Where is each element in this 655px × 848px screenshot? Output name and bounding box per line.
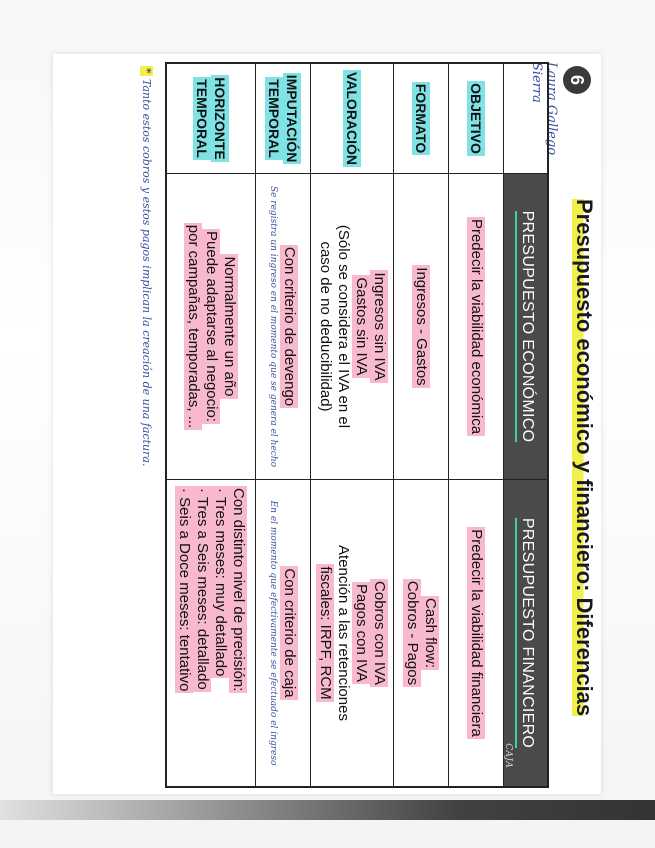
row-label-valoracion: VALORACIÓN: [310, 64, 393, 174]
cell-formato-economico: Ingresos - Gastos: [393, 174, 448, 480]
comparison-table: [165, 62, 549, 788]
cell-objetivo-economico: Predecir la viabilidad económica: [448, 174, 503, 480]
cell-valoracion-economico: Ingresos sin IVA Gastos sin IVA (Sólo se considera el IVA en el caso de no deducibilidad): [310, 174, 393, 480]
row-label-horizonte-temporal: HORIZONTE TEMPORAL: [167, 64, 255, 174]
footnote-marker: *: [140, 68, 153, 74]
cell-imputacion-economico: Con criterio de devengo Se registra un ingreso en el momento que se genera el hecho: [255, 174, 310, 480]
notes-sheet: [53, 54, 601, 794]
cell-horizonte-economico: Normalmente un año Puede adaptarse al negocio: por campañas, temporadas, ...: [167, 174, 255, 480]
page-title: [571, 199, 597, 789]
table-corner-cell: [503, 64, 547, 174]
column-header-economico: PRESUPUESTO ECONÓMICO: [503, 174, 547, 480]
row-label-imputacion-temporal: IMPUTACIÓN TEMPORAL: [255, 64, 310, 174]
handwritten-note-caja: En el momento que efectivamente se efectuado el ingreso: [268, 500, 279, 766]
cell-imputacion-financiero: Con criterio de caja En el momento que efectivamente se efectuado el ingreso: [255, 480, 310, 786]
cell-valoracion-financiero: Cobros con IVA Pagos con IVA Atención a las retenciones fiscales: IRPF, RCM: [310, 480, 393, 786]
cell-horizonte-financiero: Con distinto nivel de precisión: · Tres meses: muy detallado · Tres a Seis meses: detallado · Seis a Doce meses: tentativo: [176, 488, 248, 692]
row-label-formato: FORMATO: [393, 64, 448, 174]
footnote: [140, 66, 153, 776]
cell-objetivo-financiero: Predecir la viabilidad financiera: [448, 480, 503, 786]
table-edge-strip: [0, 800, 655, 820]
column-header-financiero: PRESUPUESTO FINANCIERO CAJA: [503, 480, 547, 786]
header-note-caja: CAJA: [503, 743, 513, 768]
page-number-badge: 6: [563, 66, 591, 94]
cell-formato-financiero: Cash flow: Cobros - Pagos: [393, 480, 448, 786]
title-text: Presupuesto económico y financiero: Diferencias: [572, 199, 597, 717]
footnote-text: Tanto estos cobros y estos pagos implican la creación de una factura.: [140, 79, 153, 467]
row-label-objetivo: OBJETIVO: [448, 64, 503, 174]
author-signature: Laura Gallego Sierra: [529, 62, 559, 156]
handwritten-note-devengo: Se registra un ingreso en el momento que se genera el hecho: [268, 185, 279, 468]
